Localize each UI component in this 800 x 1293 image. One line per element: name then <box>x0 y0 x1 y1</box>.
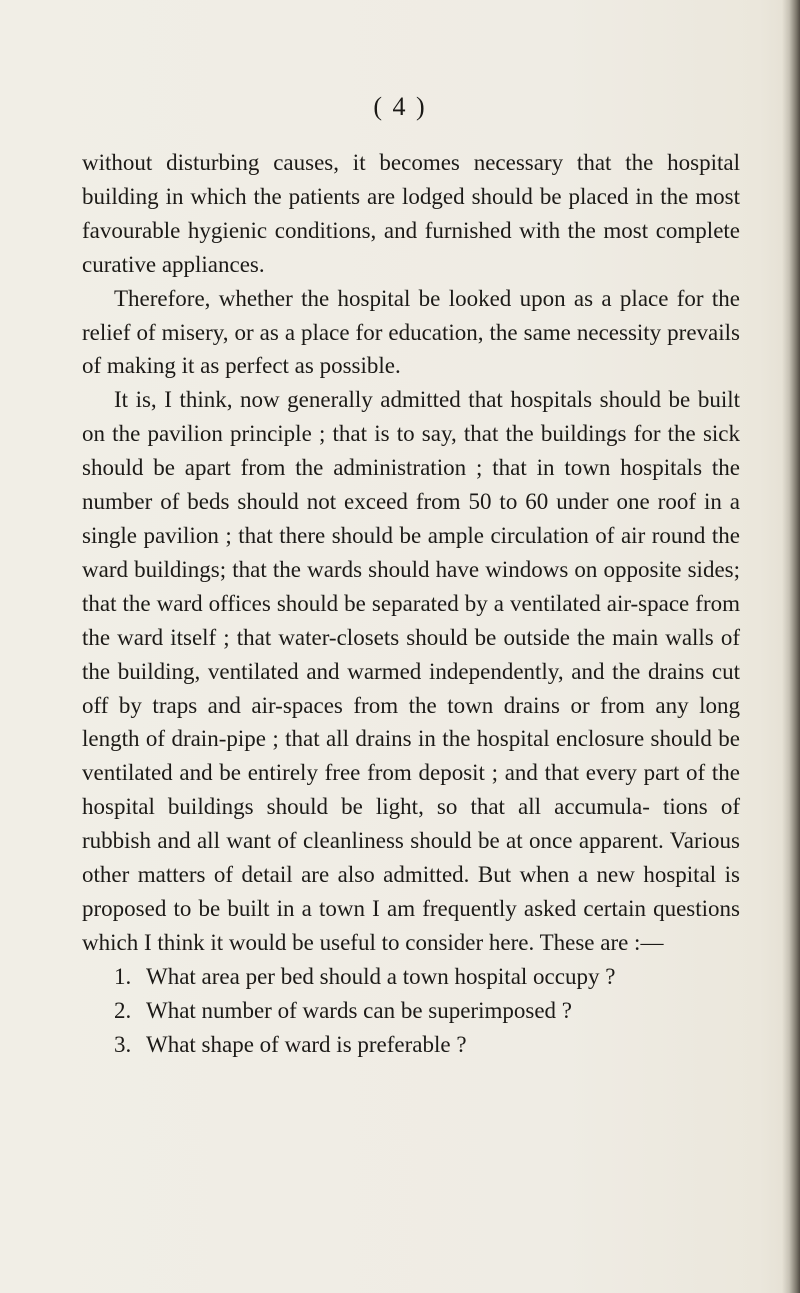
question-number: 3. <box>114 1031 132 1057</box>
page-edge-shadow <box>782 0 800 1293</box>
paragraph-1: without disturbing causes, it becomes necessary that the hospital building in which the patients are lodged should be placed in the most favourable hygienic conditions, and furnished with the most complete curative appliances. <box>82 150 740 277</box>
question-text: What number of wards can be superimposed ? <box>146 997 572 1023</box>
question-item <box>114 960 740 994</box>
question-number: 2. <box>114 997 132 1023</box>
question-text: What shape of ward is preferable ? <box>146 1031 467 1057</box>
page-number: ( 4 ) <box>373 92 427 121</box>
question-text: What area per bed should a town hospital occupy ? <box>146 963 616 989</box>
question-item <box>114 1028 740 1062</box>
question-number: 1. <box>114 963 132 989</box>
question-list <box>82 960 740 1062</box>
paragraph-2: Therefore, whether the hospital be looked upon as a place for the relief of misery, or as a place for education, the same necessity prevails of making it as perfect as possible. <box>82 285 740 379</box>
question-item <box>114 994 740 1028</box>
paragraph-3: It is, I think, now generally admitted that hospitals should be built on the pavilion principle ; that is to say, that the buildings for the sick should be apart from the administration ; that in town hospitals the number of beds should not exceed from 50 to 60 under one roof in a single pavilion ; that there should be ample circulation of air round the ward buildings; that the wards should have windows on opposite sides; that the ward offices should be separated by a ventilated air-space from the ward itself ; that water-closets should be outside the main walls of the building, ventilated and warmed independently, and the drains cut off by traps and air-spaces from the town drains or from any long length of drain-pipe ; that all drains in the hospital enclosure should be ventilated and be entirely free from deposit ; and that every part of the hospital buildings should be light, so that all accumula- tions of rubbish and all want of cleanliness should be at once apparent. Various other matters of detail are also admitted. But when a new hospital is proposed to be built in a town I am frequently asked certain questions which I think it would be useful to consider here. These are :— <box>82 387 740 955</box>
body-text <box>82 146 740 1061</box>
